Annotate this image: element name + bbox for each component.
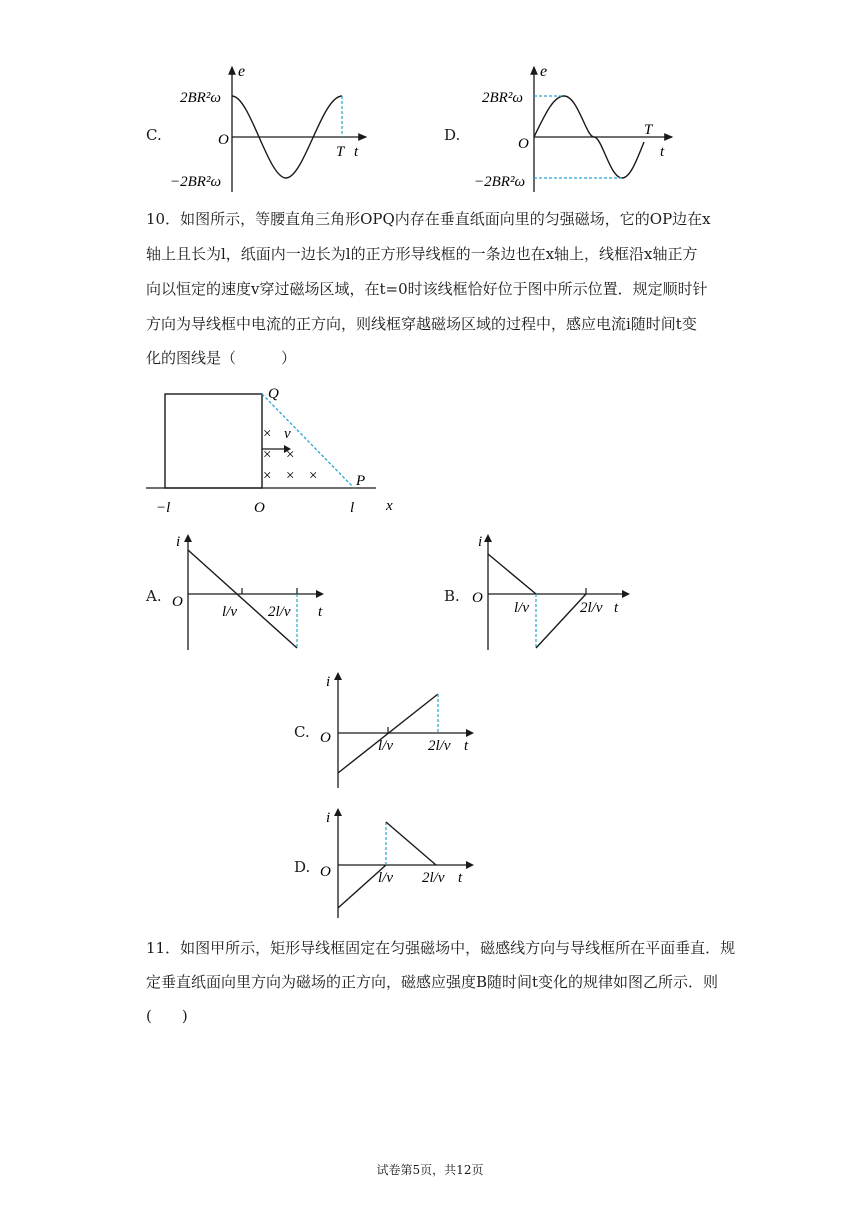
y-top-label: 2BR²ω xyxy=(180,90,221,106)
point-q-label: Q xyxy=(268,386,279,402)
y-top-label: 2BR²ω xyxy=(482,90,523,106)
triangle-hypotenuse xyxy=(262,394,354,488)
origin-label: O xyxy=(218,132,229,148)
current-line xyxy=(188,550,297,648)
tick-2-label: 2l/v xyxy=(422,870,445,886)
q11-line-2: 定垂直纸面向里方向为磁场的正方向，磁感应强度B随时间t变化的规律如图乙所示．则 xyxy=(146,973,719,991)
q10-line-1: 10．如图所示，等腰直角三角形OPQ内存在垂直纸面向里的匀强磁场，它的OP边在x xyxy=(146,210,711,228)
tick-1-label: l/v xyxy=(378,870,393,886)
q9-option-c-label: C. xyxy=(146,126,162,144)
q9-option-d-label: D. xyxy=(444,126,461,144)
square-frame xyxy=(165,394,262,488)
velocity-label: v xyxy=(284,426,291,442)
q10-line-5: 化的图线是（ ） xyxy=(146,349,297,367)
origin-label: O xyxy=(320,864,331,880)
period-label: T xyxy=(336,144,345,160)
q11-line-1: 11．如图甲所示，矩形导线框固定在匀强磁场中，磁感线方向与导线框所在平面垂直．规 xyxy=(146,939,736,957)
field-cross: × xyxy=(309,468,318,484)
axis-e-label: e xyxy=(238,63,246,80)
axis-t-label: t xyxy=(458,870,463,886)
period-label: T xyxy=(644,122,653,138)
point-p-label: P xyxy=(356,473,366,489)
origin-label: O xyxy=(518,136,529,152)
q10-option-c-label: C. xyxy=(294,723,310,741)
origin-label: O xyxy=(254,500,265,516)
field-cross: × xyxy=(263,447,272,463)
tick-2-label: 2l/v xyxy=(580,600,603,616)
axis-t-label: t xyxy=(354,144,359,160)
axis-i-label: i xyxy=(176,534,181,550)
x-axis-label: x xyxy=(386,498,393,514)
axis-t-label: t xyxy=(464,738,469,754)
field-cross: × xyxy=(286,447,295,463)
tick-1-label: l/v xyxy=(222,604,237,620)
origin-label: O xyxy=(472,590,483,606)
axis-i-label: i xyxy=(326,810,331,826)
tick-2-label: 2l/v xyxy=(428,738,451,754)
q10-option-b-graph xyxy=(468,532,638,657)
y-bottom-label: −2BR²ω xyxy=(170,174,222,190)
q9-option-c-graph xyxy=(170,62,380,200)
q10-option-c-graph xyxy=(318,670,488,795)
page-footer: 试卷第5页，共12页 xyxy=(376,1163,484,1177)
tick-2-label: 2l/v xyxy=(268,604,291,620)
current-line-2 xyxy=(536,594,586,648)
l-label: l xyxy=(350,500,355,516)
axis-i-label: i xyxy=(326,674,331,690)
axis-e-label: e xyxy=(540,63,548,80)
q10-option-d-label: D. xyxy=(294,858,311,876)
axis-t-label: t xyxy=(614,600,619,616)
y-bottom-label: −2BR²ω xyxy=(474,174,526,190)
q10-option-a-graph xyxy=(170,532,340,657)
q10-option-a-label: A. xyxy=(146,587,162,605)
tick-1-label: l/v xyxy=(378,738,393,754)
q11-line-3: ( ) xyxy=(146,1007,188,1025)
axis-t-label: t xyxy=(318,604,323,620)
q10-figure xyxy=(146,382,416,522)
q10-option-d-graph xyxy=(318,806,488,926)
current-line-2 xyxy=(386,822,436,865)
q10-line-4: 方向为导线框中电流的正方向，则线框穿越磁场区域的过程中，感应电流i随时间t变 xyxy=(146,315,697,333)
q10-option-b-label: B. xyxy=(444,587,460,605)
q9-option-d-graph xyxy=(474,62,684,200)
field-cross: × xyxy=(263,426,272,442)
field-cross: × xyxy=(286,468,295,484)
field-cross: × xyxy=(263,468,272,484)
axis-i-label: i xyxy=(478,534,483,550)
neg-l-label: −l xyxy=(156,500,171,516)
q10-line-2: 轴上且长为l，纸面内一边长为l的正方形导线框的一条边也在x轴上，线框沿x轴正方 xyxy=(146,245,698,263)
tick-1-label: l/v xyxy=(514,600,529,616)
q10-line-3: 向以恒定的速度v穿过磁场区域，在t=0时该线框恰好位于图中所示位置．规定顺时针 xyxy=(146,280,708,298)
origin-label: O xyxy=(172,594,183,610)
origin-label: O xyxy=(320,730,331,746)
current-line-1 xyxy=(488,554,536,594)
axis-t-label: t xyxy=(660,144,665,160)
